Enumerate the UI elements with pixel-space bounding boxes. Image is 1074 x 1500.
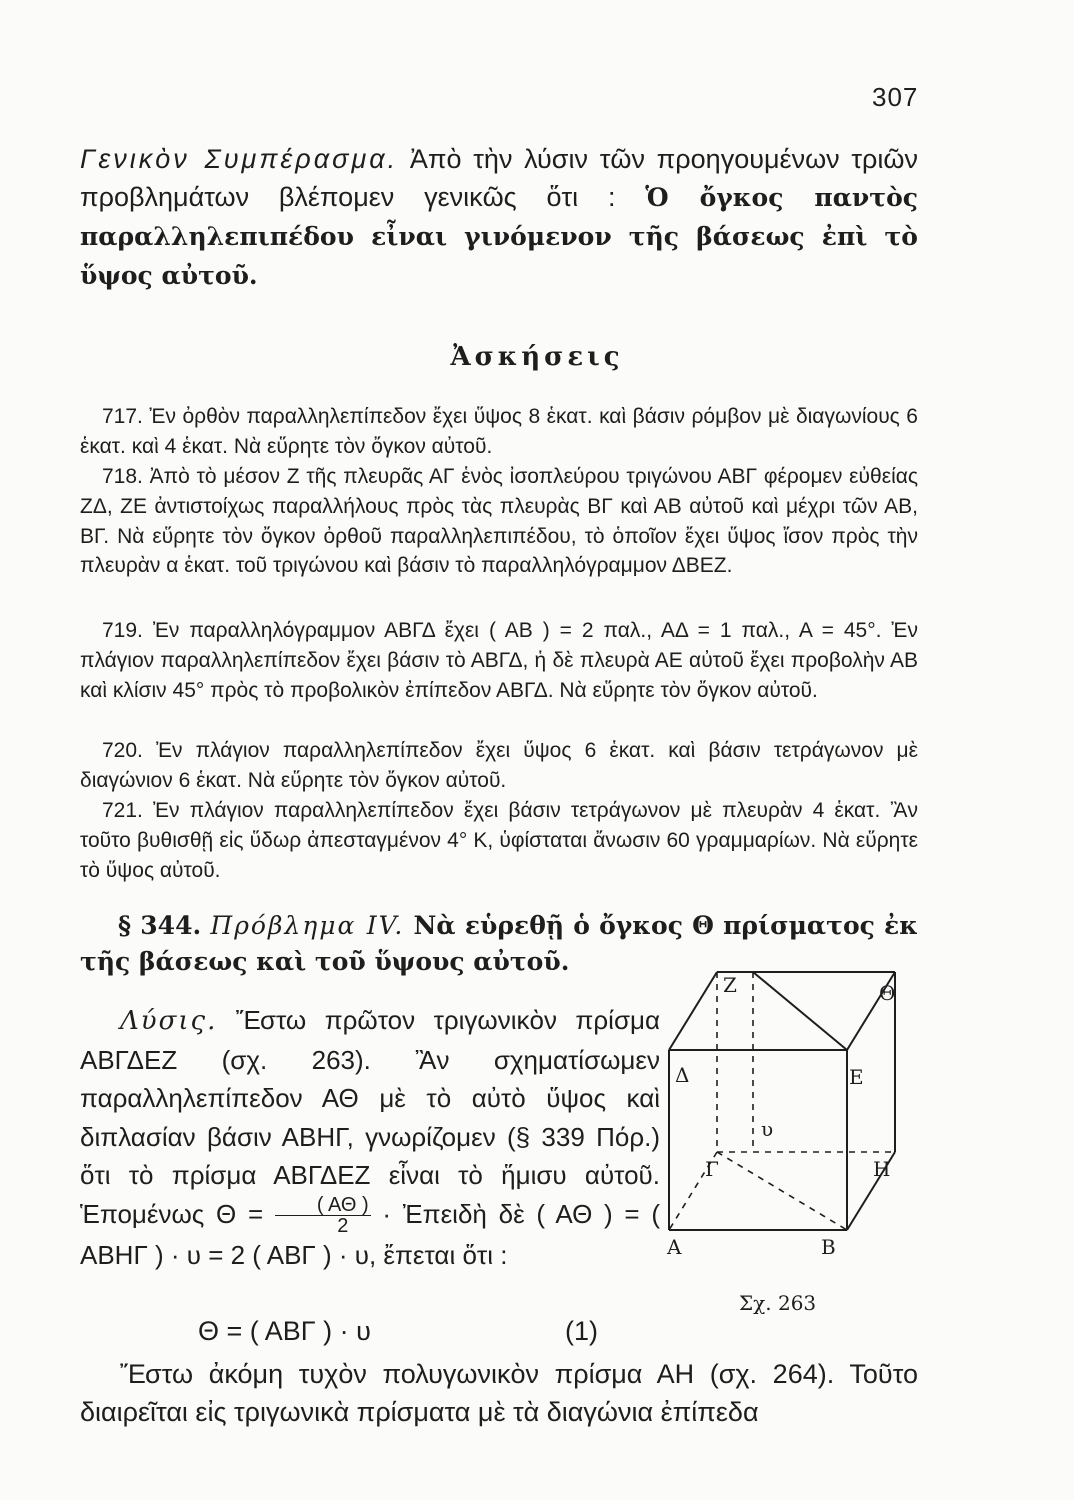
volume-theorem: Ὁ ὄγκος παντὸς παραλληλεπιπέδου εἶναι γινόμενον τῆς βάσεως ἐπὶ τὸ ὕψος αὐτοῦ. [80,183,918,290]
exercise-717: 717. Ἐν ὀρθὸν παραλληλεπίπεδον ἔχει ὕψος 8 ἑκατ. καὶ βάσιν ρόμβον μὲ διαγωνίους 6 ἑκατ. καὶ 4 ἑκατ. Νὰ εὕρητε τὸν ὄγκον αὐτοῦ. [80,405,918,458]
formula-number: (1) [565,1316,598,1346]
exercise-719: 719. Ἐν παραλληλόγραμμον ΑΒΓΔ ἔχει ( ΑΒ ) = 2 παλ., ΑΔ = 1 παλ., Α = 45°. Ἐν πλάγιον παραλληλεπίπεδον ἔχει βάσιν τὸ ΑΒΓΔ, ἡ δὲ πλευρὰ ΑΕ αὐτοῦ ἔχει προβολὴν ΑΒ καὶ κλίσιν 45° πρὸς τὸ προβολικὸν ἐπίπεδον ΑΒΓΔ. Νὰ εὕρητε τὸν ὄγκον αὐτοῦ. [80,619,918,702]
edge-hidden-diagonal-GB [717,1152,847,1230]
section-number: § 344. [118,911,202,940]
volume-formula: Θ = ( ΑΒΓ ) · υ [198,1316,371,1346]
label-upsilon: υ [761,1117,774,1141]
page-number: 307 [872,82,919,112]
problem-statement: Νὰ εὑρεθῇ ὁ ὄγκος Θ πρίσματος ἐκ τῆς βάσεως καὶ τοῦ ὕψους αὐτοῦ. [80,911,918,976]
solution-text-2: · Ἐπειδὴ δὲ ( ΑΘ ) = ( ΑΒΗΓ ) · υ = 2 ( ΑΒΓ ) · υ, ἔπεται ὅτι : [80,1198,660,1271]
label-B: Β [821,1235,836,1259]
theta-equals: Θ = [216,1198,264,1229]
label-A: Α [667,1235,682,1259]
figure-caption: Σχ. 263 [739,1291,817,1315]
conclusion-title: Γενικὸν Συμπέρασμα. [80,144,399,174]
edge-top-left [669,972,717,1050]
exercise-720: 720. Ἐν πλάγιον παραλληλεπίπεδον ἔχει ὕψος 6 ἑκατ. καὶ βάσιν τετράγωνον μὲ διαγώνιον 6 ἑκατ. Νὰ εὕρητε τὸν ὄγκον αὐτοῦ. [80,739,918,792]
exercises-heading: Ἀσκήσεις [450,342,624,372]
hidden-edges [669,972,895,1230]
fraction-denominator: 2 [337,1215,349,1238]
solution-paragraph [80,1001,660,1275]
solution-label: Λύσις. [120,1006,218,1036]
label-Theta: Θ [879,981,896,1005]
general-conclusion-paragraph [80,140,918,295]
exercise-721: 721. Ἐν πλάγιον παραλληλεπίπεδον ἔχει βάσιν τετράγωνον μὲ πλευρὰν 4 ἑκατ. Ἂν τοῦτο βυθισθῇ εἰς ὕδωρ ἀπεσταγμένον 4° Κ, ὑφίσταται ἄνωσιν 60 γραμμαρίων. Νὰ εὕρητε τὸ ὕψος αὐτοῦ. [80,799,918,882]
label-E: Ε [849,1065,864,1089]
fraction [275,1195,371,1236]
solution-text-1: Ἔστω πρῶτον τριγωνικὸν πρίσμα ΑΒΓΔΕΖ (σχ. 263). Ἂν σχηματίσωμεν παραλληλεπίπεδον ΑΘ μὲ τὸ αὐτὸ ὕψος καὶ διπλασίαν βάσιν ΑΒΗΓ, γνωρίζομεν (§ 339 Πόρ.) ὅτι τὸ πρίσμα ΑΒΓΔΕΖ εἶναι τὸ ἥμισυ αὐτοῦ. Ἑπομένως [80,1005,660,1229]
conclusion-text: Ἀπὸ τὴν λύσιν τῶν προηγουμένων τριῶν προβλημάτων βλέπομεν γενικῶς ὅτι : [80,144,918,212]
exercise-718: 718. Ἀπὸ τὸ μέσον Ζ τῆς πλευρᾶς ΑΓ ἑνὸς ἰσοπλεύρου τριγώνου ΑΒΓ φέρομεν εὐθείας ΖΔ, ΖΕ ἀντιστοίχως παραλλήλους πρὸς τὰς πλευρὰς ΒΓ καὶ ΑΒ αὐτοῦ καὶ μέχρι τῶν ΑΒ, ΒΓ. Νὰ εὕρητε τὸν ὄγκον ὀρθοῦ παραλληλεπιπέδου, τὸ ὁποῖον ἔχει ὕψος ἴσον πρὸς τὴν πλευρὰν α ἑκατ. τοῦ τριγώνου καὶ βάσιν τὸ παραλληλόγραμμον ΔΒΕΖ. [80,465,918,578]
label-Delta: Δ [675,1063,690,1087]
polygonal-prism-paragraph: Ἔστω ἀκόμη τυχὸν πολυγωνικὸν πρίσμα ΑΗ (σχ. 264). Τοῦτο διαιρεῖται εἰς τριγωνικὰ πρίσματα μὲ τὰ διαγώνια ἐπίπεδα [80,1359,918,1427]
label-Gamma: Γ [705,1157,719,1181]
fraction-numerator: ( ΑΘ ) [275,1195,371,1216]
label-Z: Ζ [723,973,737,997]
problem-title: Πρόβλημα IV. [210,911,405,940]
figure-263-prism-diagram [655,960,917,1330]
label-H: Η [873,1157,891,1181]
edge-diagonal-ZE [753,972,847,1050]
